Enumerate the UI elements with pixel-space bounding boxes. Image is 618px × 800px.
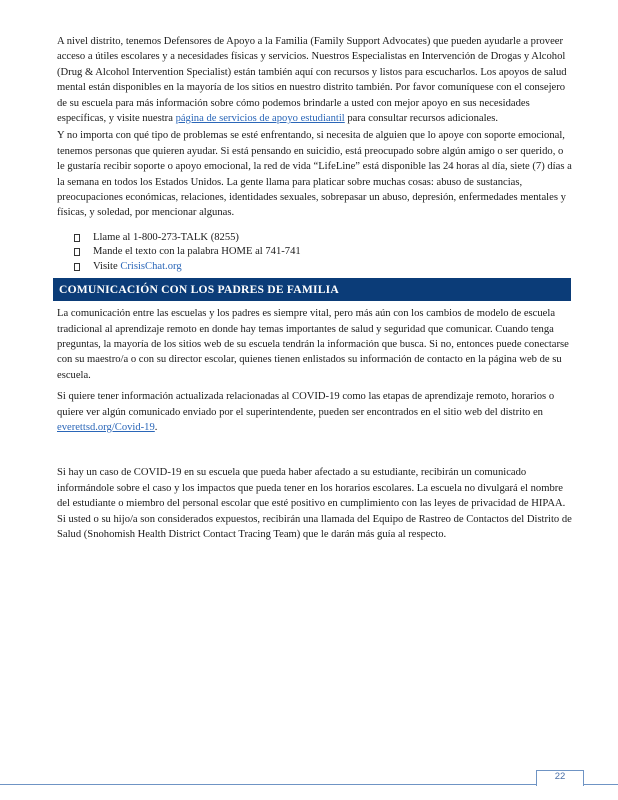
covid-info-text: Si quiere tener información actualizada relacionadas al COVID-19 como las etapas de aprendizaje remoto, horarios o quiere ver algún comunicado enviado por el superintendente, pueden ser encontrados en el sitio web del distrito en [57,391,555,418]
bullet-icon [74,234,80,242]
support-advocates-paragraph [57,34,572,126]
list-item [57,231,572,245]
covid-info-text-end: . [154,421,158,433]
covid-info-paragraph [57,389,572,435]
footer-divider [0,784,618,785]
page-number: 22 [554,771,566,782]
call-lifeline-text: Llame al 1-800-273-TALK (8255) [93,231,239,243]
visit-prefix-text: Visite [93,260,121,272]
list-item [57,245,572,259]
student-support-services-link[interactable]: página de servicios de apoyo estudiantil [175,113,345,125]
section-header-communication: COMUNICACIÓN CON LOS PADRES DE FAMILIA [53,278,571,301]
page-content [57,34,572,542]
crisischat-link[interactable]: CrisisChat.org [120,260,182,272]
lifeline-contact-list [57,231,572,274]
bullet-icon [74,248,80,256]
support-advocates-text-end: para consultar recursos adicionales. [344,113,498,125]
bullet-icon [74,263,80,271]
covid-page-link[interactable]: everettsd.org/Covid-19 [57,421,155,433]
lifeline-paragraph: Y no importa con qué tipo de problemas se esté enfrentando, si necesita de alguien que lo apoye con soporte emocional, tenemos personas que quieren ayudar. Si está pensando en suicidio, está preocupado sobre algún amigo o ser querido, o le gustaría recibir soporte o apoyo emocional, la red de vida “LifeLine” está disponible las 24 horas al día, siete (7) días a la semana en todos los Estados Unidos. La gente llama para platicar sobre muchas cosas: abuso de sustancias, preocupaciones económicas, relaciones, identidades sexuales, sobrepasar un abuso, depresión, enfermedades mentales y físicas, y soledad, por mencionar algunas. [57,130,572,219]
communication-paragraph: La comunicación entre las escuelas y los padres es siempre vital, pero más aún con los cambios de modelo de escuela tradicional al aprendizaje remoto en donde hay temas importantes de salud y seguridad que comunicar. Cuando tenga preguntas, la mayoría de los sitios web de su escuela tendrán la información que busca. Si no, entonces puede conectarse con su maestro/a o con su director escolar, quienes tienen enlistados su información de contacto en la página web de su escuela. [57,308,569,381]
covid-case-paragraph: Si hay un caso de COVID-19 en su escuela que pueda haber afectado a su estudiante, recibirán un comunicado informándole sobre el caso y los impactos que pueda tener en los horarios escolares. La escuela no divulgará el nombre del estudiante o miembro del personal escolar que esté positivo en cumplimiento con las leyes de privacidad de HIPAA. Si usted o su hijo/a son considerados expuestos, recibirán una llamada del Equipo de Rastreo de Contactos del Distrito de Salud (Snohomish Health District Contact Tracing Team) que le darán más guía al respecto. [57,467,572,540]
list-item [57,260,572,274]
support-advocates-text: A nivel distrito, tenemos Defensores de Apoyo a la Familia (Family Support Advocates) que pueden ayudarle a proveer acceso a útiles escolares y a necesidades físicas y servicios. Nuestros Especialistas en Intervención de Drogas y Alcohol (Drug & Alcohol Intervention Specialist) están también aquí con recursos y listos para escucharlos. Los apoyos de salud mental están disponibles en la mayoría de los sitios en nuestro distrito también. Por favor comuníquese con el consejero de su escuela para más información sobre cómo podemos brindarle a usted con mejor apoyo en sus necesidades específicas, y visite nuestra [57,36,567,125]
text-home-text: Mande el texto con la palabra HOME al 741-741 [93,246,301,258]
